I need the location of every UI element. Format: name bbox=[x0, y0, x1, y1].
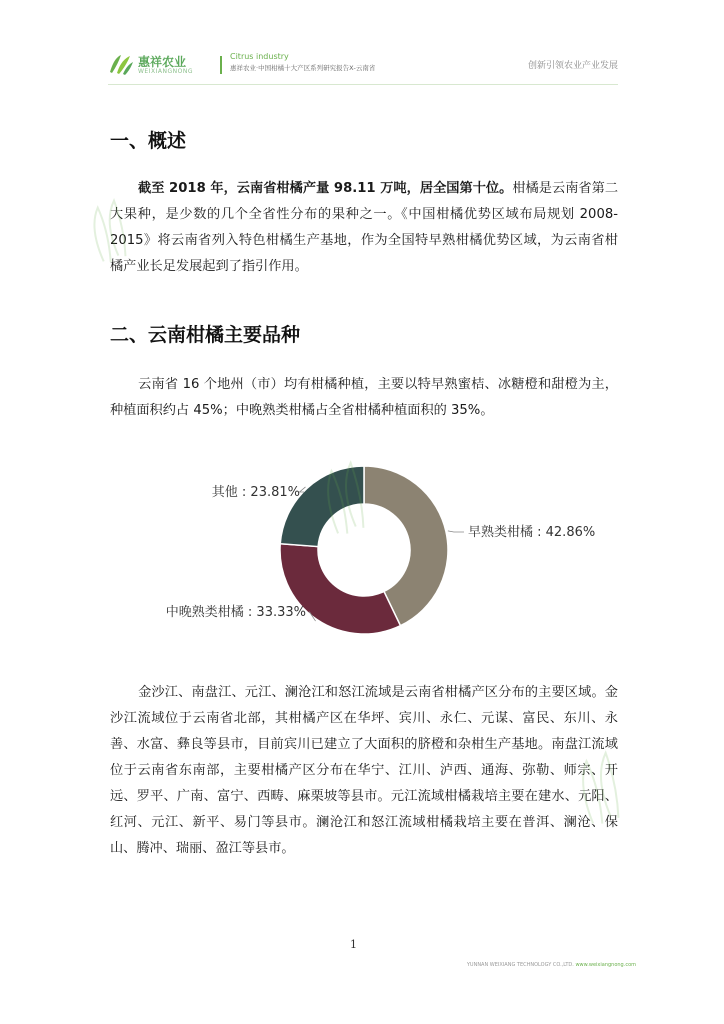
header-title-en: Citrus industry bbox=[230, 52, 289, 61]
paragraph-lead: 截至 2018 年，云南省柑橘产量 98.11 万吨，居全国第十位。 bbox=[138, 181, 513, 196]
page-header bbox=[108, 48, 618, 82]
company-logo bbox=[108, 52, 198, 78]
section-heading-overview: 一、概述 bbox=[110, 130, 187, 152]
paragraph bbox=[110, 176, 618, 280]
donut-chart bbox=[130, 460, 630, 650]
slice-label: 其他 : 23.81% bbox=[211, 485, 300, 500]
header-divider bbox=[220, 56, 222, 74]
logo-text: 惠祥农业 bbox=[138, 55, 187, 69]
footer-company: YUNNAN WEIXIANG TECHNOLOGY CO.,LTD. bbox=[466, 962, 574, 968]
donut-slice bbox=[280, 466, 364, 547]
donut-slice bbox=[280, 544, 400, 634]
header-rule bbox=[108, 84, 618, 85]
paragraph bbox=[110, 680, 618, 862]
leaf-logo-icon bbox=[108, 52, 134, 76]
paragraph-text: 云南省 16 个地州（市）均有柑橘种植，主要以特早熟蜜桔、冰糖橙和甜橙为主，种植面积约占 45%；中晚熟类柑橘占全省柑橘种植面积的 35%。 bbox=[110, 377, 618, 418]
logo-subtext: WEIXIANGNONG bbox=[138, 68, 193, 75]
header-slogan: 创新引领农业产业发展 bbox=[527, 61, 618, 71]
slice-label: 早熟类柑橘 : 42.86% bbox=[468, 525, 596, 540]
page-number: 1 bbox=[350, 938, 357, 951]
leader-line bbox=[448, 531, 464, 532]
footer-website: www.weixiangnong.com bbox=[575, 962, 636, 968]
slice-label: 中晚熟类柑橘 : 33.33% bbox=[165, 605, 306, 620]
section-heading-varieties: 二、云南柑橘主要品种 bbox=[110, 324, 301, 346]
header-subtitle: 惠祥农业·中国柑橘十大产区系列研究报告Ⅹ-云南省 bbox=[230, 64, 376, 72]
variety-share-chart bbox=[130, 460, 630, 650]
paragraph-text: 柑橘是云南省第二大果种，是少数的几个全省性分布的果种之一。《中国柑橘优势区域布局规划 2008-2015》将云南省列入特色柑橘生产基地，作为全国特早熟柑橘优势区域，为云南省柑橘产业长足发展起到了指引作用。 bbox=[110, 181, 619, 274]
page-footer bbox=[467, 962, 636, 968]
paragraph-text: 金沙江、南盘江、元江、澜沧江和怒江流域是云南省柑橘产区分布的主要区域。金沙江流域位于云南省北部，其柑橘产区在华坪、宾川、永仁、元谋、富民、东川、永善、水富、彝良等县市，目前宾川已建立了大面积的脐橙和杂柑生产基地。南盘江流域位于云南省东南部，主要柑橘产区分布在华宁、江川、泸西、通海、弥勒、师宗、开远、罗平、广南、富宁、西畴、麻栗坡等县市。元江流域柑橘栽培主要在建水、元阳、红河、元江、新平、易门等县市。澜沧江和怒江流域柑橘栽培主要在普洱、澜沧、保山、腾冲、瑞丽、盈江等县市。 bbox=[110, 685, 618, 856]
paragraph bbox=[110, 372, 618, 424]
